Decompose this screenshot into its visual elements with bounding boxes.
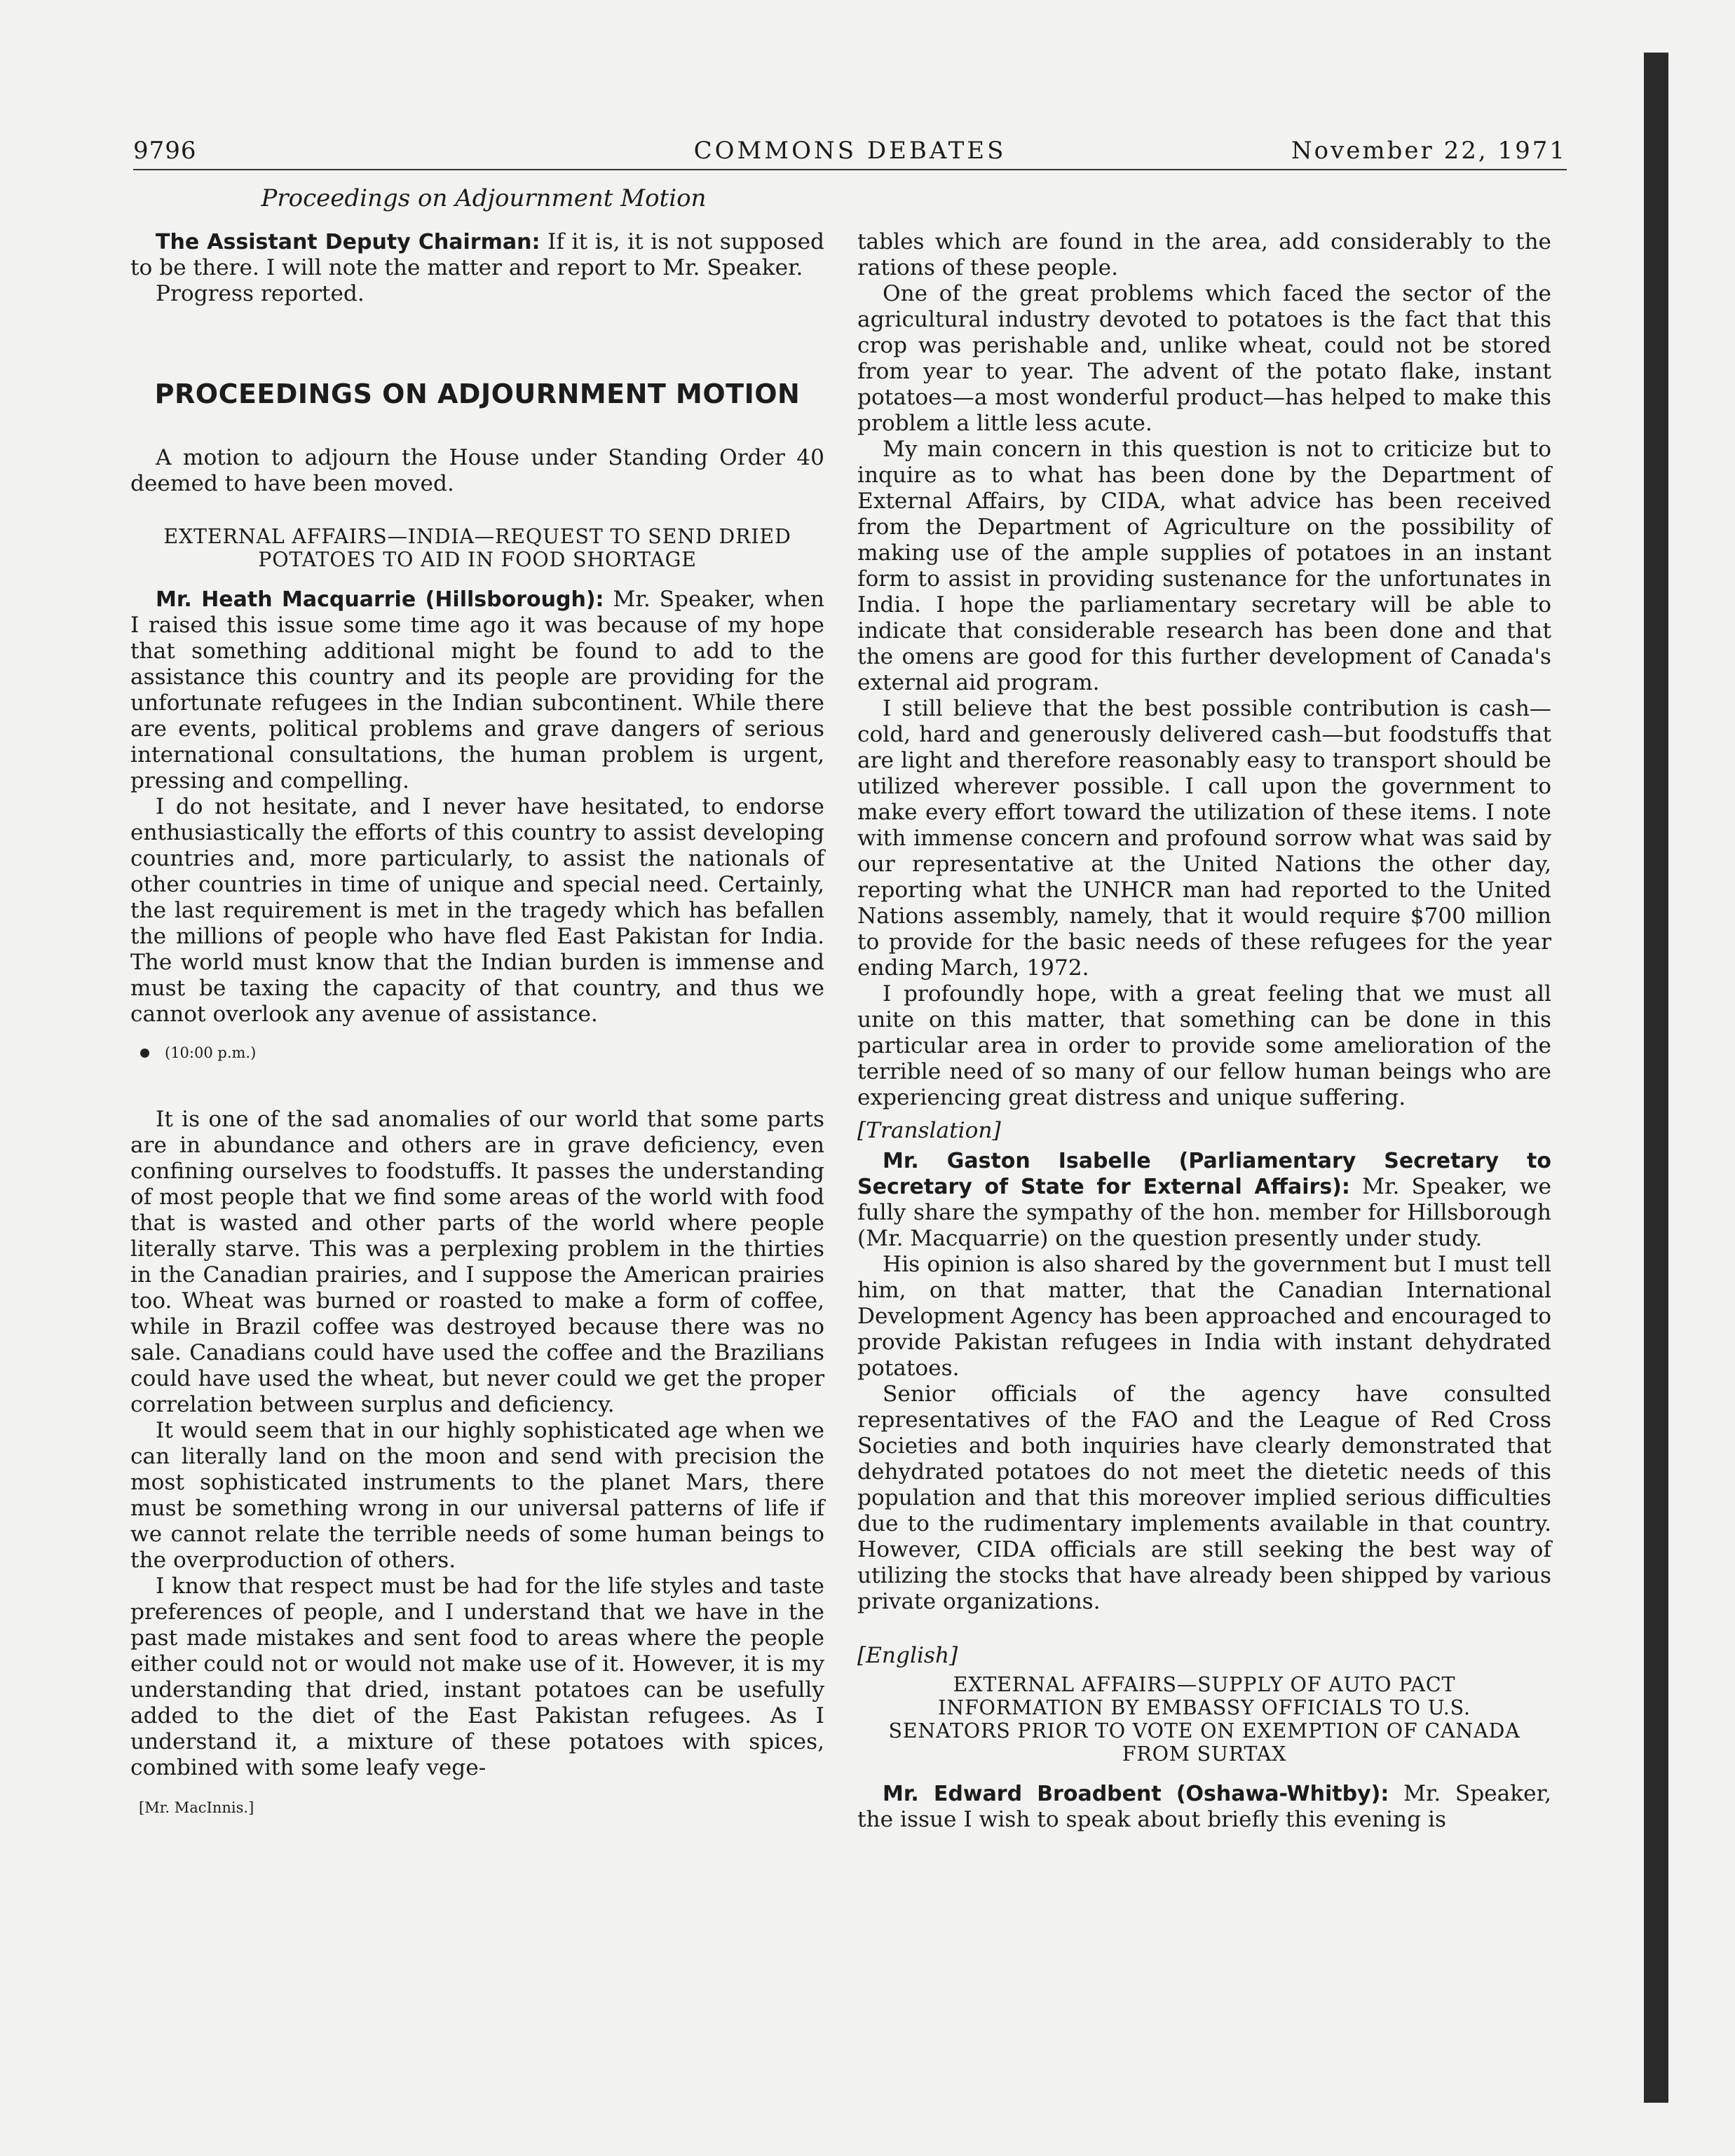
speaker-name: The Assistant Deputy Chairman: [156,230,540,254]
language-tag: [Translation] [857,1118,1001,1143]
paragraph: I do not hesitate, and I never have hesitated, to endorse enthusiastically the efforts of this country to assist developing countries and, more particularly, to assist the nationals of other countries in time of unique and special need. Certainly, the last requirement is met in the tragedy which has befallen the millions of people who have fled East Pakistan for India. The world must know that the Indian burden is immense and must be taxing the capacity of that country, and thus we cannot overlook any avenue of assistance. [130,794,824,1027]
paragraph: Senior officials of the agency have consulted representatives of the FAO and the League of Red Cross Societies and both inquiries have clearly demonstrated that dehydrated potatoes do not meet the dietetic needs of this population and that this moreover implied serious difficulties due to the rudimentary implements available in that country. However, CIDA officials are still seeking the best way of utilizing the stocks that have already been shipped by various private organizations. [857,1381,1551,1614]
page-header [133,137,1567,170]
speaker-name: Mr. Edward Broadbent (Oshawa-Whitby): [883,1782,1389,1806]
paragraph: I profoundly hope, with a great feeling that we must all unite on this matter, that something can be done in this particular area in order to provide some amelioration of the terrible need of so many of our fellow human beings who are experiencing great distress and unique suffering. [857,981,1551,1110]
publication-title: COMMONS DEBATES [693,137,1007,165]
paragraph: My main concern in this question is not to criticize but to inquire as to what has been done by the Department of External Affairs, by CIDA, what advice has been received from the Department of Agriculture on the possibility of making use of the ample supplies of potatoes in an instant form to assist in providing sustenance for the unfortunates in India. I hope the parliamentary secretary will be able to indicate that considerable research has been done and that the omens are good for this further development of Canada's external aid program. [857,437,1551,695]
subheading [857,1673,1551,1766]
subheading-line: EXTERNAL AFFAIRS—INDIA—REQUEST TO SEND DRIED [163,525,791,548]
bullet-icon [140,1049,149,1058]
right-column [857,229,1551,1833]
paragraph: I know that respect must be had for the life styles and taste preferences of people, and I understand that we have in the past made mistakes and sent food to areas where the people either could not or would not make use of it. However, it is my understanding that dried, instant potatoes can be usefully added to the diet of the East Pakistan refugees. As I understand it, a mixture of these potatoes with spices, combined with some leafy vege- [130,1574,824,1780]
paragraph: I still believe that the best possible contribution is cash—cold, hard and generously delivered cash—but foodstuffs that are light and therefore reasonably easy to transport should be utilized wherever possible. I call upon the government to make every effort toward the utilization of these items. I note with immense concern and profound sorrow what was said by our representative at the United Nations the other day, reporting what the UNHCR man had reported to the United Nations assembly, namely, that it would require $700 million to provide for the basic needs of these refugees for the year ending March, 1972. [857,696,1551,981]
page-number: 9796 [133,137,197,165]
language-tag: [English] [857,1643,958,1668]
speaker-name: Mr. Heath Macquarrie (Hillsborough): [156,587,604,612]
speech-text: Mr. Speaker, when I raised this issue some time ago it was because of my hope that something additional might be found to add to the assistance this country and its people are providing for the unfortunate refugees in the Indian subcontinent. While there are events, political problems and grave dangers of serious international consultations, the human problem is urgent, pressing and compelling. [130,587,824,793]
speech-text: Mr. Speaker, the issue I wish to speak about briefly this evening is [857,1781,1551,1832]
footer-reference: [Mr. MacInnis.] [139,1799,254,1816]
subheading-line: EXTERNAL AFFAIRS—SUPPLY OF AUTO PACT [953,1673,1456,1696]
section-title: PROCEEDINGS ON ADJOURNMENT MOTION [154,378,801,409]
paragraph: One of the great problems which faced the sector of the agricultural industry devoted to potatoes is the fact that this crop was perishable and, unlike wheat, could not be stored from year to year. The advent of the potato flake, instant potatoes—a most wonderful product—has helped to make this problem a little less acute. [857,281,1551,436]
paragraph: tables which are found in the area, add considerably to the rations of these people. [857,229,1551,280]
paragraph: Progress reported. [156,281,365,306]
speaker-name: Mr. Gaston Isabelle (Parliamentary Secretary to Secretary of State for External Affairs): [857,1149,1551,1199]
paragraph: It is one of the sad anomalies of our world that some parts are in abundance and others are in grave deficiency, even confining ourselves to foodstuffs. It passes the understanding of most people that we find some areas of the world with food that is wasted and other parts of the world where people literally starve. This was a perplexing problem in the thirties in the Canadian prairies, and I suppose the American prairies too. Wheat was burned or roasted to make a form of coffee, while in Brazil coffee was destroyed because there was no sale. Canadians could have used the coffee and the Brazilians could have used the wheat, but never could we get the proper correlation between surplus and deficiency. [130,1107,824,1417]
paragraph [130,587,824,794]
subheading-line: FROM SURTAX [1122,1742,1287,1766]
time-marker [140,1040,824,1066]
left-column [130,229,824,1821]
running-head: Proceedings on Adjournment Motion [261,184,707,212]
paragraph [857,1148,1551,1252]
subheading-line: SENATORS PRIOR TO VOTE ON EXEMPTION OF CANADA [888,1719,1520,1742]
paragraph [857,1781,1551,1833]
paragraph: His opinion is also shared by the government but I must tell him, on that matter, that the Canadian International Development Agency has been approached and encouraged to provide Pakistan refugees in India with instant dehydrated potatoes. [857,1252,1551,1381]
paragraph: A motion to adjourn the House under Standing Order 40 deemed to have been moved. [130,445,824,496]
paragraph [130,229,824,281]
speech-text: If it is, it is not supposed to be there. I will note the matter and report to Mr. Speaker. [130,229,825,280]
speech-text: Mr. Speaker, we fully share the sympathy of the hon. member for Hillsborough (Mr. Macquarrie) on the question presently under study. [857,1174,1551,1251]
paragraph: It would seem that in our highly sophisticated age when we can literally land on the moon and send with precision the most sophisticated instruments to the planet Mars, there must be something wrong in our universal patterns of life if we cannot relate the terrible needs of some human beings to the overproduction of others. [130,1418,824,1573]
scan-edge [1644,53,1668,2103]
subheading-line: POTATOES TO AID IN FOOD SHORTAGE [258,548,697,571]
subheading [130,525,824,571]
subheading-line: INFORMATION BY EMBASSY OFFICIALS TO U.S. [938,1696,1471,1719]
publication-date: November 22, 1971 [1291,137,1567,165]
time-marker-text: (10:00 p.m.) [165,1044,257,1061]
